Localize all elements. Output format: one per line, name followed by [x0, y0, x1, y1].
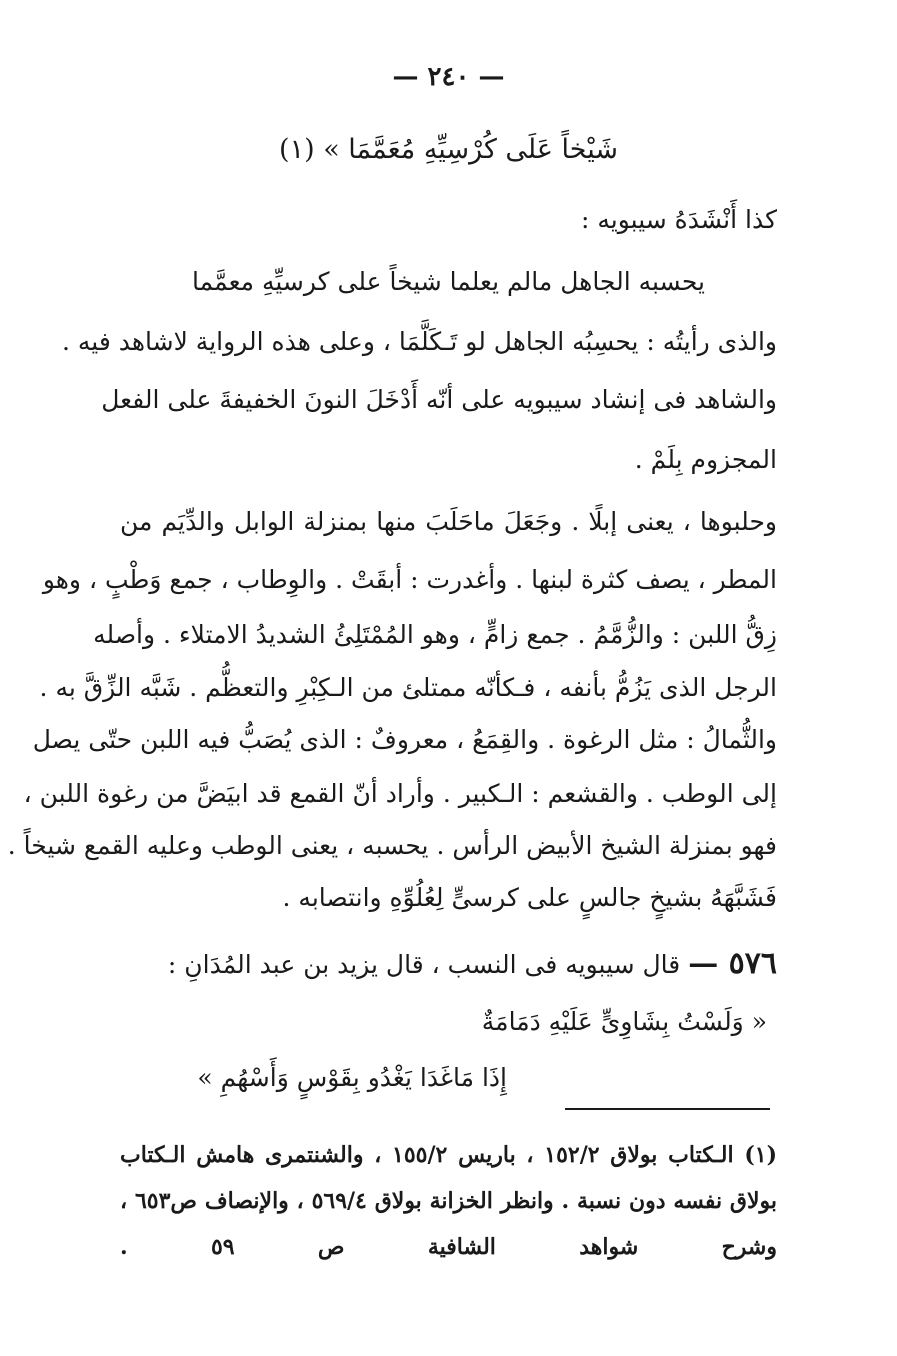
page-number: — ٢٤٠ —	[392, 62, 505, 92]
commentary-line: الرجل الذى يَزُمُّ بأنفه ، فـكأنّه ممتلئ من الـكِبْرِ والتعظُّم . شَبَّه الزِّقَّ به .	[39, 673, 777, 702]
verse-first-hemistich: « وَلَسْتُ بِشَاوِىٍّ عَلَيْهِ دَمَامَةٌ	[481, 1007, 767, 1036]
footnote-line: بولاق نفسه دون نسبة . وانظر الخزانة بولاق ٥٦٩/٤ ، والإنصاف ص٦٥٣ ،	[120, 1188, 778, 1214]
entry-number: ٥٧٦ —	[688, 946, 777, 981]
footnote-line: وشرح شواهد الشافية ص ٥٩ .	[120, 1234, 777, 1260]
text-line: والشاهد فى إنشاد سيبويه على أنّه أَدْخَلَ النونَ الخفيفةَ على الفعل	[101, 385, 777, 414]
commentary-line: فهو بمنزلة الشيخ الأبيض الرأس . يحسبه ، يعنى الوطب وعليه القمع شيخاً .	[7, 831, 777, 860]
text-line: المجزوم بِلَمْ .	[634, 445, 777, 474]
verse-second-hemistich: إِذَا مَاغَدَا يَغْدُو بِقَوْسٍ وَأَسْهُمِ »	[197, 1063, 507, 1092]
entry-line	[120, 944, 777, 985]
commentary-line: إلى الوطب . والقشعم : الـكبير . وأراد أنّ القمع قد ابيَضَّ من رغوة اللبن ،	[23, 779, 777, 808]
verse-continuation: شَيْخاً عَلَى كُرْسِيِّهِ مُعَمَّمَا » (١)	[279, 134, 618, 165]
footnote-line: (١) الـكتاب بولاق ١٥٢/٢ ، باريس ١٥٥/٢ ، والشنتمرى هامش الـكتاب	[120, 1142, 777, 1168]
entry-text: قال سيبويه فى النسب ، قال يزيد بن عبد المُدَانِ :	[167, 950, 681, 979]
verse-line: يحسبه الجاهل مالم يعلما شيخاً على كرسيِّهِ معمَّما	[192, 267, 705, 296]
commentary-line: والثُّمالُ : مثل الرغوة . والقِمَعُ ، معروفٌ : الذى يُصَبُّ فيه اللبن حتّى يصل	[32, 725, 777, 754]
text-line: كذا أَنْشَدَهُ سيبويه :	[581, 205, 777, 234]
text-line: والذى رأيتُه : يحسِبُه الجاهل لو تَـكَلَّمَا ، وعلى هذه الرواية لاشاهد فيه .	[61, 327, 777, 356]
commentary-line: وحلبوها ، يعنى إبلًا . وجَعَلَ ماحَلَبَ منها بمنزلة الوابل والدِّيَم من	[120, 507, 777, 536]
commentary-line: فَشَبَّهَهُ بشيخٍ جالسٍ على كرسىٍّ لِعُلُوِّهِ وانتصابه .	[282, 883, 777, 912]
commentary-line: المطر ، يصف كثرة لبنها . وأغدرت : أبقَتْ . والوِطاب ، جمع وَطْبٍ ، وهو	[42, 565, 777, 594]
commentary-line: زِقُّ اللبن : والزُّمَّمُ . جمع زامٍّ ، وهو المُمْتَلِئُ الشديدُ الامتلاء . وأصله	[93, 620, 777, 649]
footnote-divider	[565, 1108, 770, 1110]
